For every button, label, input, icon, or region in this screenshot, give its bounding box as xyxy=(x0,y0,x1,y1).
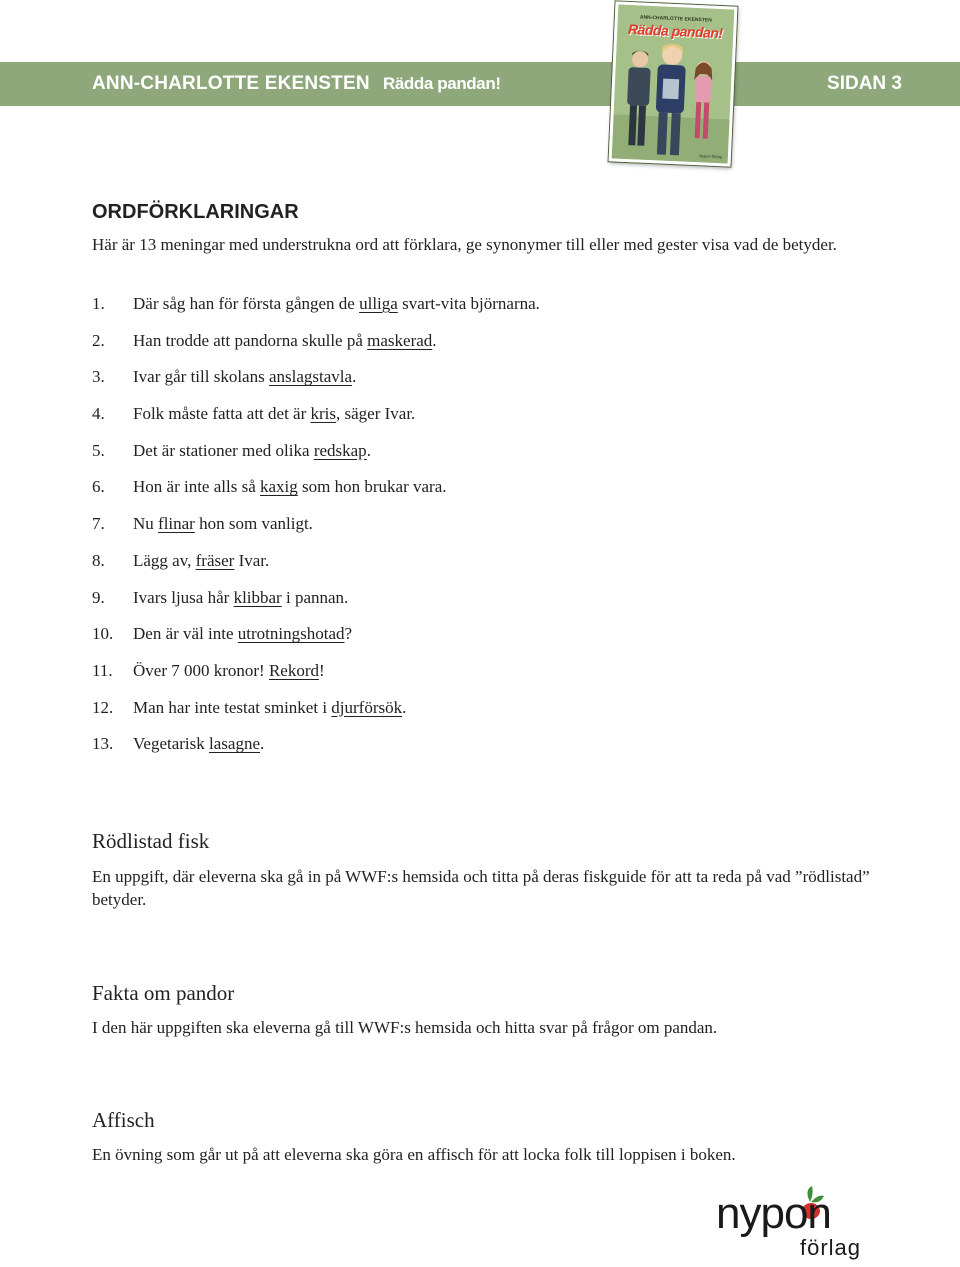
list-item-sentence xyxy=(133,698,406,718)
sentence-before: Ivars ljusa hår xyxy=(133,587,234,607)
list-item-number: 7. xyxy=(92,514,105,534)
list-item xyxy=(92,294,872,331)
section-heading-fakta-om-pandor: Fakta om pandor xyxy=(92,981,235,1005)
underlined-word: redskap xyxy=(313,440,367,460)
ordforklaringar-intro: Här är 13 meningar med understrukna ord att förklara, ge synonymer till eller med gester visa vad de betyder. xyxy=(92,235,837,254)
sentence-after: hon som vanligt. xyxy=(194,514,313,534)
section-text-affisch: En övning som går ut på att eleverna ska göra en affisch för att locka folk till loppisen i boken. xyxy=(92,1145,736,1164)
list-item-sentence xyxy=(133,734,264,754)
list-item xyxy=(92,404,872,441)
sentence-before: Han trodde att pandorna skulle på xyxy=(133,330,368,350)
list-item xyxy=(92,551,872,588)
list-item-number: 12. xyxy=(92,697,114,717)
list-item-number: 8. xyxy=(92,550,105,570)
sentence-before: Vegetarisk xyxy=(133,734,210,754)
sentence-before: Nu xyxy=(133,514,159,534)
underlined-word: flinar xyxy=(158,514,195,534)
list-item-number: 11. xyxy=(92,660,113,680)
sentence-after: . xyxy=(260,734,265,754)
word-list xyxy=(92,294,872,771)
list-item xyxy=(92,331,872,368)
list-item xyxy=(92,661,872,698)
list-item xyxy=(92,698,872,735)
book-cover-image xyxy=(609,1,738,166)
nypon-forlag-logo xyxy=(716,1186,876,1266)
list-item-number: 3. xyxy=(92,367,105,387)
sentence-after: . xyxy=(432,330,437,350)
underlined-word: utrotningshotad xyxy=(237,624,345,644)
sentence-after: ! xyxy=(319,660,325,680)
section-text-fakta-om-pandor: I den här uppgiften ska eleverna gå till WWF:s hemsida och hitta svar på frågor om pandan. xyxy=(92,1018,718,1037)
underlined-word: lasagne xyxy=(209,734,260,754)
list-item-sentence xyxy=(133,588,348,608)
sentence-before: Man har inte testat sminket i xyxy=(133,697,332,717)
sentence-before: Över 7 000 kronor! xyxy=(133,660,269,680)
logo-sub-text: förlag xyxy=(800,1235,862,1260)
section-heading-rodlistad-fisk: Rödlistad fisk xyxy=(92,829,210,853)
list-item xyxy=(92,441,872,478)
list-item-sentence xyxy=(133,624,352,644)
sentence-after: Ivar. xyxy=(234,550,270,570)
list-item-number: 6. xyxy=(92,477,105,497)
sentence-before: Ivar går till skolans xyxy=(133,367,269,387)
sentence-after: , säger Ivar. xyxy=(336,404,416,424)
list-item xyxy=(92,624,872,661)
sentence-before: Det är stationer med olika xyxy=(133,440,314,460)
cover-publisher: Nypon förlag xyxy=(699,153,722,160)
underlined-word: djurförsök xyxy=(331,697,403,717)
list-item-sentence xyxy=(133,441,371,461)
list-item-sentence xyxy=(133,404,415,424)
sentence-after: ? xyxy=(344,624,353,644)
underlined-word: kris xyxy=(310,404,336,424)
sentence-after: . xyxy=(352,367,357,387)
sentence-after: . xyxy=(366,440,371,460)
header-book-title: Rädda pandan! xyxy=(383,74,501,93)
list-item xyxy=(92,734,872,771)
list-item xyxy=(92,514,872,551)
list-item-sentence xyxy=(133,477,447,497)
cover-title: Rädda pandan! xyxy=(627,20,723,42)
list-item-number: 4. xyxy=(92,404,105,424)
section-text-rodlistad-fisk: En uppgift, där eleverna ska gå in på WWF:s hemsida och titta på deras fiskguide för att ta reda på vad ”rödlistad” betyder. xyxy=(92,867,870,909)
sentence-after: som hon brukar vara. xyxy=(297,477,447,497)
list-item xyxy=(92,367,872,404)
list-item xyxy=(92,588,872,625)
list-item-sentence xyxy=(133,294,540,314)
underlined-word: klibbar xyxy=(233,587,282,607)
list-item-sentence xyxy=(133,331,437,351)
list-item-number: 1. xyxy=(92,294,105,313)
underlined-word: anslagstavla xyxy=(268,367,353,387)
list-item-number: 13. xyxy=(92,734,114,754)
sentence-before: Lägg av, xyxy=(133,550,196,570)
list-item xyxy=(92,477,872,514)
list-item-sentence xyxy=(133,661,325,681)
sentence-after: i pannan. xyxy=(281,587,349,607)
underlined-word: Rekord xyxy=(268,660,320,680)
underlined-word: maskerad xyxy=(367,330,433,350)
ordforklaringar-heading: ORDFÖRKLARINGAR xyxy=(92,201,299,223)
sentence-before: Den är väl inte xyxy=(133,624,238,644)
header-page-label: SIDAN 3 xyxy=(827,73,902,94)
underlined-word: ulliga xyxy=(359,294,398,313)
list-item-sentence xyxy=(133,514,313,534)
underlined-word: fräser xyxy=(195,550,235,570)
section-heading-affisch: Affisch xyxy=(92,1108,155,1132)
list-item-sentence xyxy=(133,367,356,387)
list-item-number: 2. xyxy=(92,330,105,350)
cover-author: ANN-CHARLOTTE EKENSTEN xyxy=(639,14,712,24)
sentence-after: svart-vita björnarna. xyxy=(397,294,540,313)
sentence-before: Hon är inte alls så xyxy=(133,477,260,497)
list-item-number: 10. xyxy=(92,624,114,644)
sentence-before: Folk måste fatta att det är xyxy=(133,404,311,424)
sentence-after: . xyxy=(402,697,407,717)
list-item-number: 5. xyxy=(92,440,105,460)
logo-main-text: nypon xyxy=(716,1189,831,1238)
header-author: ANN-CHARLOTTE EKENSTEN xyxy=(92,73,370,94)
sentence-before: Där såg han för första gången de xyxy=(133,294,360,313)
list-item-number: 9. xyxy=(92,587,105,607)
list-item-sentence xyxy=(133,551,269,571)
underlined-word: kaxig xyxy=(260,477,298,497)
